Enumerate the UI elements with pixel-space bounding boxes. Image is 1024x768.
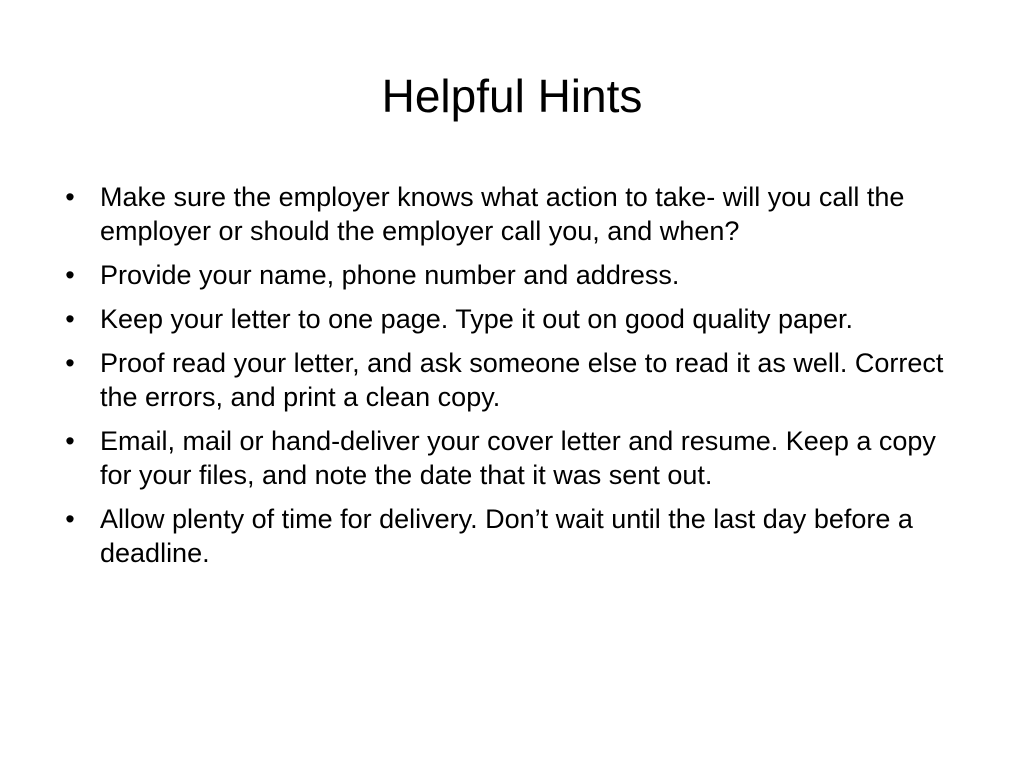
bullet-text: Allow plenty of time for delivery. Don’t wait until the last day before a deadline. — [100, 504, 913, 568]
bullet-icon: • — [65, 348, 75, 378]
bullet-icon: • — [65, 304, 75, 334]
bullet-text: Provide your name, phone number and address. — [100, 260, 680, 290]
bullet-icon: • — [65, 182, 75, 212]
slide-title: Helpful Hints — [381, 70, 643, 122]
bullet-text: Proof read your letter, and ask someone else to read it as well. Correct the errors, and print a clean copy. — [100, 348, 944, 412]
bullet-icon: • — [65, 260, 75, 290]
bullet-icon: • — [65, 504, 75, 534]
bullet-text: Make sure the employer knows what action to take- will you call the employer or should the employer call you, and when? — [100, 182, 905, 246]
bullet-text: Keep your letter to one page. Type it out on good quality paper. — [100, 304, 854, 334]
bullet-item — [56, 302, 956, 336]
bullet-item — [56, 180, 956, 248]
bullet-item — [56, 502, 956, 570]
bullet-list — [56, 180, 956, 580]
bullet-item — [56, 258, 956, 292]
bullet-item — [56, 346, 956, 414]
bullet-item — [56, 424, 956, 492]
bullet-icon: • — [65, 426, 75, 456]
bullet-text: Email, mail or hand-deliver your cover letter and resume. Keep a copy for your files, and note the date that it was sent out. — [100, 426, 936, 490]
